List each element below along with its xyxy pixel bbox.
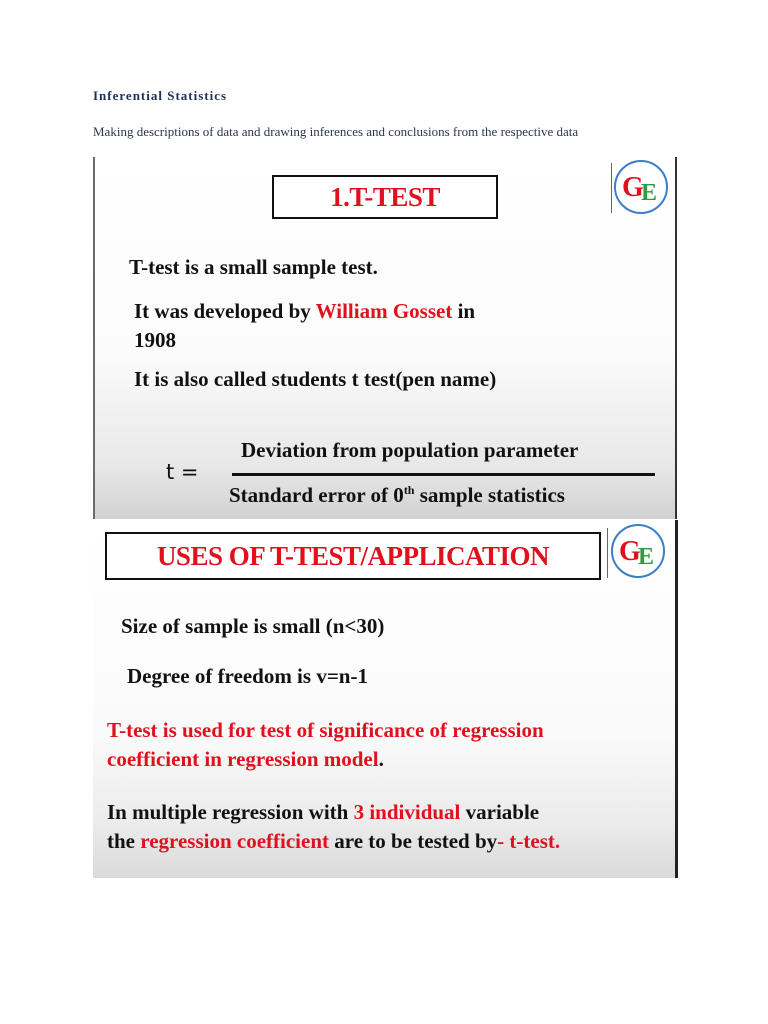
slide1-line1: T-test is a small sample test. [129,255,378,279]
page-heading: Inferential Statistics [93,88,228,103]
page-description: Making descriptions of data and drawing inferences and conclusions from the respective data [93,124,579,139]
line6-pre: the [107,829,141,853]
den-sup: th [403,483,415,497]
fraction-bar [232,473,655,476]
slide2-title: USES OF T-TEST/APPLICATION [105,532,601,580]
logo-divider [611,163,612,213]
den-post: sample statistics [414,483,565,507]
logo-divider [607,528,608,578]
line2-pre: It was developed by [134,299,316,323]
formula-numerator: Deviation from population parameter [241,438,579,462]
slide2-line3: T-test is used for test of significance of regression [107,718,544,742]
slide2-line2: Degree of freedom is v=n-1 [127,664,368,688]
den-pre: Standard error of 0 [229,483,404,507]
line6-red: regression coefficient [140,829,329,853]
slide2-line6 [107,827,560,856]
ge-logo-icon [610,523,666,579]
slide1-line2 [134,297,475,326]
slide2-line1: Size of sample is small (n<30) [121,614,385,638]
line2-post: in [452,299,476,323]
logo-g-letter: G [619,536,641,567]
uses-slide [93,520,678,878]
logo-e-letter: E [638,544,655,570]
line6-red2: - t-test. [497,829,561,853]
logo-g-letter: G [622,172,644,203]
line4-red: coefficient in regression model [107,747,379,771]
slide2-line5 [107,798,539,827]
ge-logo-icon [613,159,669,215]
slide1-title: 1.T-TEST [272,175,498,219]
t-test-slide [93,157,677,519]
slide2-line4 [107,745,384,774]
logo-e-letter: E [641,180,658,206]
formula-t: t = [166,460,199,484]
line6-mid: are to be tested by [329,829,498,853]
formula-denominator [229,483,565,508]
line5-pre: In multiple regression with [107,800,354,824]
line4-post: . [378,747,384,771]
line5-post: variable [460,800,540,824]
slide1-line2-cont: 1908 [134,328,176,352]
slide1-line3: It is also called students t test(pen name) [134,367,497,391]
line2-name: William Gosset [315,299,453,323]
line5-red: 3 individual [353,800,461,824]
